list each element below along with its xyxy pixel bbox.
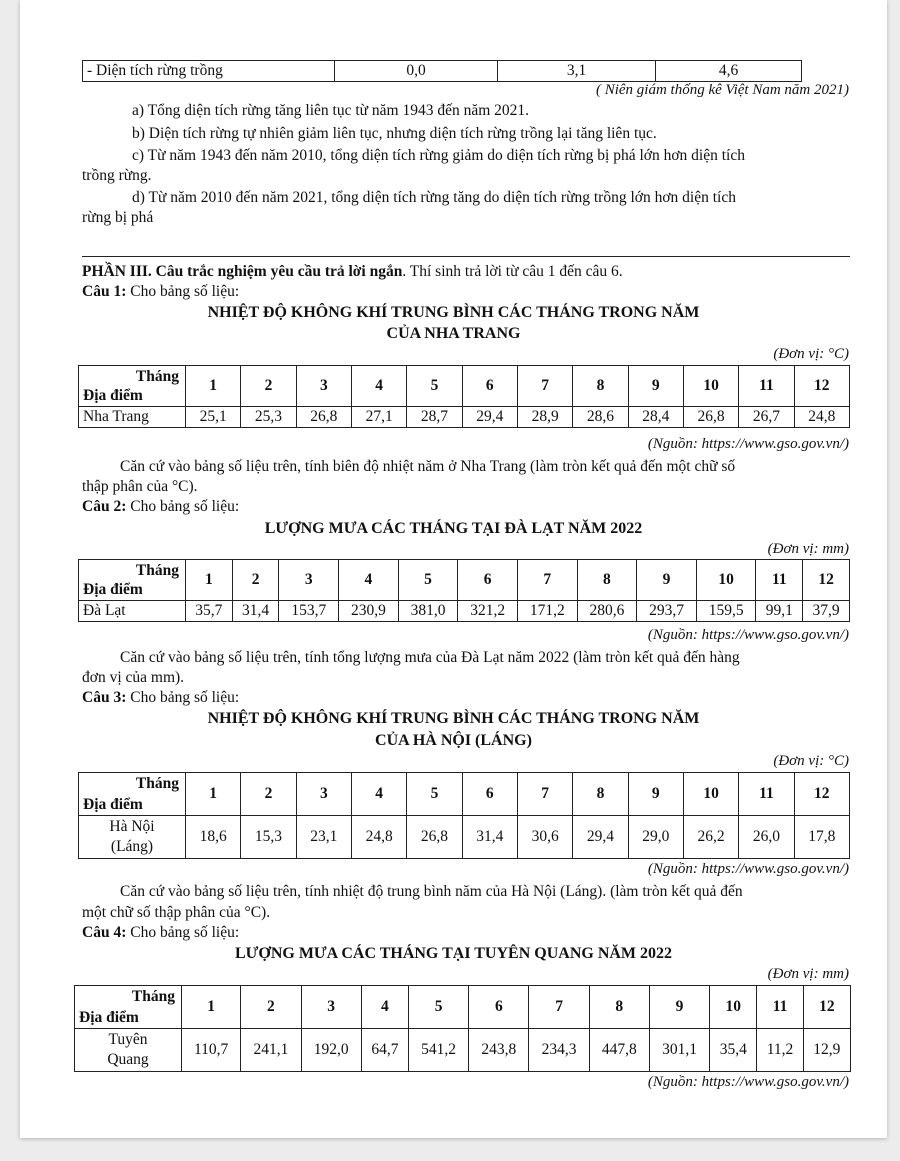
header-row xyxy=(79,773,850,816)
value-cell: 26,8 xyxy=(296,407,351,428)
q4-data-table xyxy=(74,985,851,1072)
value-cell: 28,6 xyxy=(573,407,628,428)
value-cell: 26,2 xyxy=(683,816,738,859)
header-corner xyxy=(79,560,186,601)
month-header-cell: 10 xyxy=(696,560,756,601)
data-row xyxy=(79,601,850,622)
value-cell: 28,7 xyxy=(407,407,462,428)
value-cell: 171,2 xyxy=(517,601,577,622)
place-label: Địa điểm xyxy=(79,1009,139,1026)
header-corner xyxy=(79,366,186,407)
header-corner xyxy=(79,773,186,816)
value-cell: 12,9 xyxy=(803,1029,850,1072)
q1-data-table xyxy=(78,365,850,428)
month-header-cell: 5 xyxy=(408,986,468,1029)
intro-text: Cho bảng số liệu: xyxy=(130,689,240,706)
header-corner xyxy=(75,986,182,1029)
value-cell: 321,2 xyxy=(458,601,518,622)
month-label: Tháng xyxy=(131,988,175,1005)
value-cell: 28,9 xyxy=(517,407,572,428)
month-header-cell: 11 xyxy=(739,366,794,407)
value-cell: 24,8 xyxy=(794,407,849,428)
value-cell: 29,4 xyxy=(462,407,517,428)
statement-c: c) Từ năm 1943 đến năm 2010, tổng diện tích rừng giảm do diện tích rừng bị phá lớn hơn diện tích xyxy=(132,147,745,164)
yearbook-source: ( Niên giám thống kê Việt Nam năm 2021) xyxy=(595,82,849,98)
forest-area-table-fragment xyxy=(82,60,802,82)
month-header-cell: 1 xyxy=(186,560,233,601)
month-header-cell: 3 xyxy=(301,986,361,1029)
value-cell: 99,1 xyxy=(756,601,803,622)
month-header-cell: 2 xyxy=(241,773,296,816)
part3-heading xyxy=(82,262,623,282)
month-header-cell: 11 xyxy=(739,773,794,816)
value-cell: 26,7 xyxy=(739,407,794,428)
q1-title-line1: NHIỆT ĐỘ KHÔNG KHÍ TRUNG BÌNH CÁC THÁNG TRONG NĂM xyxy=(207,304,700,321)
q4-unit: (Đơn vị: mm) xyxy=(767,966,849,982)
q2-unit: (Đơn vị: mm) xyxy=(767,541,849,557)
month-header-cell: 9 xyxy=(628,773,683,816)
month-header-cell: 2 xyxy=(232,560,279,601)
month-header-cell: 8 xyxy=(573,773,628,816)
part3-title: PHẦN III. Câu trắc nghiệm yêu cầu trả lời ngắn xyxy=(82,263,403,280)
value-cell: 541,2 xyxy=(408,1029,468,1072)
month-header-cell: 4 xyxy=(351,773,406,816)
value-cell: 234,3 xyxy=(529,1029,589,1072)
month-header-cell: 3 xyxy=(279,560,339,601)
intro-text: Cho bảng số liệu: xyxy=(130,498,240,515)
q2-data-table xyxy=(78,559,850,622)
value-cell: 11,2 xyxy=(757,1029,803,1072)
month-header-cell: 12 xyxy=(803,986,850,1029)
question-1-intro xyxy=(82,282,239,302)
data-row xyxy=(79,407,850,428)
month-header-cell: 7 xyxy=(517,366,572,407)
value-cell: 26,8 xyxy=(407,816,462,859)
month-header-cell: 6 xyxy=(469,986,529,1029)
part3-instruction: . Thí sinh trả lời từ câu 1 đến câu 6. xyxy=(402,263,623,280)
month-header-cell: 5 xyxy=(407,773,462,816)
value-cell: 447,8 xyxy=(589,1029,649,1072)
value-cell: 0,0 xyxy=(335,61,498,82)
month-header-cell: 9 xyxy=(637,560,697,601)
value-cell: 110,7 xyxy=(182,1029,241,1072)
value-cell: 29,0 xyxy=(628,816,683,859)
value-cell: 25,3 xyxy=(241,407,296,428)
value-cell: 26,8 xyxy=(683,407,738,428)
q2-title: LƯỢNG MƯA CÁC THÁNG TẠI ĐÀ LẠT NĂM 2022 xyxy=(264,520,643,537)
value-cell: 17,8 xyxy=(794,816,849,859)
month-header-cell: 12 xyxy=(803,560,850,601)
month-header-cell: 2 xyxy=(241,366,296,407)
intro-text: Cho bảng số liệu: xyxy=(130,924,240,941)
value-cell: 30,6 xyxy=(517,816,572,859)
question-label: Câu 4: xyxy=(82,924,127,941)
month-header-cell: 1 xyxy=(186,366,241,407)
q2-prompt: Căn cứ vào bảng số liệu trên, tính tổng lượng mưa của Đà Lạt năm 2022 (làm tròn kết quả đến hàng xyxy=(120,649,740,666)
header-row xyxy=(79,366,850,407)
value-cell: 31,4 xyxy=(462,816,517,859)
month-header-cell: 12 xyxy=(794,773,849,816)
place-line-2: Quang xyxy=(107,1051,149,1068)
q3-source: (Nguồn: https://www.gso.gov.vn/) xyxy=(647,861,849,877)
value-cell: 23,1 xyxy=(296,816,351,859)
value-cell: 381,0 xyxy=(398,601,458,622)
q1-prompt: Căn cứ vào bảng số liệu trên, tính biên độ nhiệt năm ở Nha Trang (làm tròn kết quả đến một chữ số xyxy=(120,458,736,475)
question-label: Câu 2: xyxy=(82,498,127,515)
place-line-2: (Láng) xyxy=(110,838,154,855)
statement-c-cont: trồng rừng. xyxy=(82,167,152,184)
month-header-cell: 6 xyxy=(458,560,518,601)
place-cell: Đà Lạt xyxy=(79,601,186,622)
q2-prompt-cont: đơn vị của mm). xyxy=(82,669,185,686)
section-divider xyxy=(82,256,850,257)
month-header-cell: 11 xyxy=(757,986,803,1029)
value-cell: 230,9 xyxy=(339,601,399,622)
statement-b: b) Diện tích rừng tự nhiên giảm liên tục, nhưng diện tích rừng trồng lại tăng liên tục. xyxy=(132,125,657,142)
statement-a: a) Tổng diện tích rừng tăng liên tục từ năm 1943 đến năm 2021. xyxy=(132,102,530,119)
q4-title: LƯỢNG MƯA CÁC THÁNG TẠI TUYÊN QUANG NĂM 2022 xyxy=(234,945,673,962)
value-cell: 3,1 xyxy=(498,61,656,82)
month-header-cell: 1 xyxy=(182,986,241,1029)
question-3-intro xyxy=(82,688,239,708)
q1-source: (Nguồn: https://www.gso.gov.vn/) xyxy=(647,436,849,452)
question-label: Câu 1: xyxy=(82,283,127,300)
month-label: Tháng xyxy=(135,562,179,579)
q3-prompt-cont: một chữ số thập phân của °C). xyxy=(82,904,271,921)
place-line-1: Tuyên xyxy=(108,1031,148,1048)
value-cell: 241,1 xyxy=(241,1029,301,1072)
value-cell: 280,6 xyxy=(577,601,637,622)
value-cell: 27,1 xyxy=(351,407,406,428)
month-header-cell: 3 xyxy=(296,366,351,407)
month-header-cell: 12 xyxy=(794,366,849,407)
place-cell xyxy=(79,816,186,859)
q4-source: (Nguồn: https://www.gso.gov.vn/) xyxy=(647,1074,849,1090)
place-label: Địa điểm xyxy=(83,387,143,404)
value-cell: 159,5 xyxy=(696,601,756,622)
value-cell: 37,9 xyxy=(803,601,850,622)
q1-prompt-cont: thập phân của °C). xyxy=(82,478,198,495)
month-header-cell: 4 xyxy=(361,986,408,1029)
value-cell: 192,0 xyxy=(301,1029,361,1072)
statement-d: d) Từ năm 2010 đến năm 2021, tổng diện tích rừng tăng do diện tích rừng trồng lớn hơn diện tích xyxy=(132,189,736,206)
month-header-cell: 7 xyxy=(517,773,572,816)
month-header-cell: 10 xyxy=(683,773,738,816)
q2-source: (Nguồn: https://www.gso.gov.vn/) xyxy=(647,627,849,643)
row-label: - Diện tích rừng trồng xyxy=(83,61,335,82)
q3-prompt: Căn cứ vào bảng số liệu trên, tính nhiệt độ trung bình năm của Hà Nội (Láng). (làm tròn kết quả đến xyxy=(120,883,743,900)
month-header-cell: 4 xyxy=(339,560,399,601)
question-2-intro xyxy=(82,497,239,517)
q3-title-line1: NHIỆT ĐỘ KHÔNG KHÍ TRUNG BÌNH CÁC THÁNG TRONG NĂM xyxy=(207,710,700,727)
value-cell: 153,7 xyxy=(279,601,339,622)
month-header-cell: 10 xyxy=(683,366,738,407)
month-header-cell: 8 xyxy=(577,560,637,601)
data-row xyxy=(79,816,850,859)
place-line-1: Hà Nội xyxy=(109,818,155,835)
month-header-cell: 8 xyxy=(589,986,649,1029)
month-header-cell: 3 xyxy=(296,773,351,816)
q1-unit: (Đơn vị: °C) xyxy=(773,346,849,362)
place-label: Địa điểm xyxy=(83,581,143,598)
value-cell: 301,1 xyxy=(649,1029,709,1072)
data-row xyxy=(75,1029,851,1072)
header-row xyxy=(79,560,850,601)
month-header-cell: 7 xyxy=(529,986,589,1029)
value-cell: 26,0 xyxy=(739,816,794,859)
month-header-cell: 11 xyxy=(756,560,803,601)
statement-d-cont: rừng bị phá xyxy=(82,209,154,226)
q3-data-table xyxy=(78,772,850,859)
header-row xyxy=(75,986,851,1029)
month-header-cell: 6 xyxy=(462,366,517,407)
month-label: Tháng xyxy=(135,775,179,792)
document-page xyxy=(20,0,887,1138)
month-label: Tháng xyxy=(135,368,179,385)
q3-unit: (Đơn vị: °C) xyxy=(773,753,849,769)
month-header-cell: 4 xyxy=(351,366,406,407)
q1-title-line2: CỦA NHA TRANG xyxy=(386,325,521,342)
value-cell: 18,6 xyxy=(186,816,241,859)
place-label: Địa điểm xyxy=(83,796,143,813)
intro-text: Cho bảng số liệu: xyxy=(130,283,240,300)
question-4-intro xyxy=(82,923,239,943)
month-header-cell: 7 xyxy=(517,560,577,601)
value-cell: 243,8 xyxy=(469,1029,529,1072)
value-cell: 24,8 xyxy=(351,816,406,859)
value-cell: 28,4 xyxy=(628,407,683,428)
value-cell: 35,7 xyxy=(186,601,233,622)
value-cell: 25,1 xyxy=(186,407,241,428)
question-label: Câu 3: xyxy=(82,689,127,706)
value-cell: 35,4 xyxy=(710,1029,757,1072)
value-cell: 4,6 xyxy=(656,61,802,82)
place-cell xyxy=(75,1029,182,1072)
month-header-cell: 2 xyxy=(241,986,301,1029)
month-header-cell: 9 xyxy=(649,986,709,1029)
month-header-cell: 5 xyxy=(407,366,462,407)
value-cell: 29,4 xyxy=(573,816,628,859)
place-cell: Nha Trang xyxy=(79,407,186,428)
month-header-cell: 1 xyxy=(186,773,241,816)
table-row xyxy=(83,61,802,82)
value-cell: 293,7 xyxy=(637,601,697,622)
value-cell: 64,7 xyxy=(361,1029,408,1072)
month-header-cell: 10 xyxy=(710,986,757,1029)
q3-title-line2: CỦA HÀ NỘI (LÁNG) xyxy=(375,732,532,749)
month-header-cell: 8 xyxy=(573,366,628,407)
month-header-cell: 6 xyxy=(462,773,517,816)
month-header-cell: 5 xyxy=(398,560,458,601)
month-header-cell: 9 xyxy=(628,366,683,407)
value-cell: 31,4 xyxy=(232,601,279,622)
value-cell: 15,3 xyxy=(241,816,296,859)
